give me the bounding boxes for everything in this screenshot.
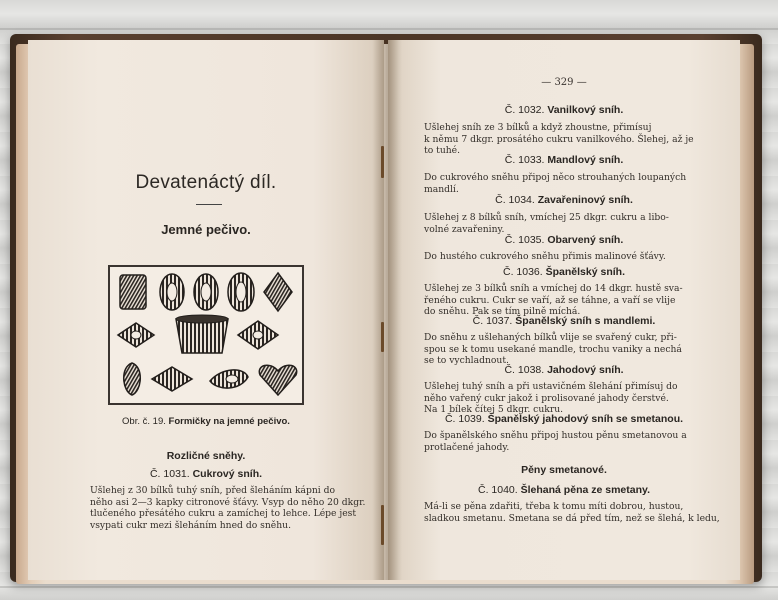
- text-line: Do hustého cukrového sněhu přimis malinové šťávy.: [424, 251, 666, 262]
- text-line: Ušlehej z 30 bílků tuhý sníh, před šleháním kápni do: [90, 485, 336, 496]
- baking-molds-illustration: [108, 265, 304, 405]
- mold-shape: [120, 275, 146, 309]
- mold-shape: [176, 315, 228, 353]
- text-line: Do cukrového sněhu připoj něco strouhaných loupaných: [424, 172, 687, 183]
- recipe-number: Č. 1033.: [504, 154, 545, 166]
- mold-shape: [124, 363, 141, 395]
- text-line: Má-li se pěna zdařiti, třeba k tomu míti dobrou, hustou,: [424, 501, 684, 512]
- text-line: mandlí.: [424, 183, 459, 195]
- recipe-heading: [388, 364, 740, 376]
- mold-shape: [118, 323, 154, 347]
- recipe-text: [90, 485, 366, 531]
- recipe-name: Vanilkový sníh.: [547, 104, 624, 116]
- text-line: něho asi 2—3 kapky citronové šťávy. Vsyp do něho 20 dkgr.: [90, 496, 366, 508]
- mold-shape: [210, 370, 248, 388]
- recipe-name: Šlehaná pěna ze smetany.: [520, 484, 650, 496]
- recipe-heading: [388, 104, 740, 116]
- binding-stitch: [381, 322, 384, 352]
- text-line: Ušlehej ze 3 bílků sníh a vmíchej do 14 dkgr. hustě sva-: [424, 283, 683, 294]
- text-line: Na 1 bílek čítej 5 dkgr. cukru.: [424, 404, 564, 416]
- recipe-text: [424, 283, 682, 318]
- recipe-text: [424, 501, 720, 524]
- recipe-number: Č. 1031.: [149, 468, 190, 480]
- recipe-number: Č. 1035.: [504, 234, 545, 246]
- recipe-heading: [388, 266, 740, 278]
- mold-shape: [228, 273, 254, 311]
- recipe-heading: [388, 194, 740, 206]
- text-line: Ušlehej sníh ze 3 bílků a když zhoustne, přimísuj: [424, 122, 652, 133]
- recipe-heading: [28, 468, 384, 480]
- mold-shape: [238, 321, 278, 349]
- recipe-heading: [388, 234, 740, 246]
- recipe-text: [424, 430, 687, 453]
- recipe-number: Č. 1036.: [503, 266, 543, 278]
- subsection-title: Pěny smetanové.: [521, 464, 607, 476]
- recipe-heading: [388, 315, 740, 327]
- figure-caption-text: Formičky na jemné pečivo.: [168, 416, 290, 427]
- figure-caption: [28, 416, 384, 427]
- right-page: [388, 40, 740, 580]
- section-title: Jemné pečivo.: [161, 222, 251, 237]
- subsection-title: Rozličné sněhy.: [166, 450, 246, 462]
- recipe-heading: [388, 413, 740, 425]
- text-line: vsypati cukr mezi šleháním hned do sněhu.: [90, 519, 291, 531]
- text-line: Ušlehej tuhý sníh a při ustavičném šlehání přimísuj do: [424, 381, 678, 392]
- recipe-number: Č. 1034.: [495, 194, 535, 206]
- recipe-number: Č. 1039.: [444, 413, 485, 425]
- left-page: [28, 40, 384, 580]
- text-line: řeného cukru. Cukr se vaří, až se táhne, a vaří se vlije: [424, 294, 676, 306]
- recipe-text: [424, 172, 687, 195]
- recipe-heading: [388, 154, 740, 166]
- text-line: protlačené jahody.: [424, 441, 510, 453]
- page-number: — 329 —: [541, 77, 587, 88]
- text-line: Do sněhu z ušlehaných bílků vlije se svařený cukr, při-: [424, 332, 677, 343]
- recipe-name: Španělský jahodový sníh se smetanou.: [487, 413, 684, 425]
- text-line: k němu 7 dkgr. prosátého cukru vanilkového. Šlehej, až je: [424, 133, 694, 145]
- mold-shape: [259, 365, 296, 395]
- text-line: spou se k tomu usekané mandle, trochu vaniky a nechá: [424, 343, 682, 355]
- recipe-name: Jahodový sníh.: [547, 364, 624, 376]
- recipe-text: [424, 251, 682, 263]
- text-line: se to vychladnout.: [424, 355, 509, 367]
- binding-stitch: [381, 505, 384, 545]
- wood-grain: [0, 586, 778, 588]
- recipe-text: [424, 212, 682, 235]
- mold-shape: [264, 273, 292, 311]
- text-line: do sněhu. Pak se tím pilně míchá.: [424, 306, 581, 318]
- figure-label: Obr. č. 19.: [122, 416, 166, 427]
- text-line: sladkou smetanu. Smetana se dá před tím, než se šlehá, k ledu,: [424, 512, 720, 524]
- binding-stitch: [381, 146, 384, 178]
- text-line: Do španělského sněhu připoj hustou pěnu smetanovou a: [424, 430, 687, 441]
- text-line: to tuhé.: [424, 145, 461, 157]
- wood-grain: [0, 28, 778, 30]
- recipe-number: Č. 1040.: [478, 484, 518, 496]
- part-title: Devatenáctý díl.: [135, 172, 277, 193]
- recipe-text: [424, 332, 682, 367]
- title-divider: [196, 204, 222, 205]
- text-line: něho vařený cukr jakož i prolisované jahody čerstvé.: [424, 392, 669, 404]
- recipe-name: Cukrový sníh.: [192, 468, 263, 480]
- recipe-number: Č. 1038.: [504, 364, 545, 376]
- recipe-heading: [388, 484, 740, 496]
- recipe-name: Mandlový sníh.: [547, 154, 624, 166]
- recipe-name: Španělský sníh s mandlemi.: [515, 315, 656, 327]
- text-line: volné zavařeniny.: [424, 223, 505, 235]
- text-line: Ušlehej z 8 bílků sníh, vmíchej 25 dkgr. cukru a libo-: [424, 212, 669, 223]
- mold-shape: [152, 367, 192, 391]
- recipe-number: Č. 1037.: [472, 315, 513, 327]
- text-line: tlučeného přesátého cukru a zamíchej to lehce. Lépe jest: [90, 508, 357, 520]
- recipe-name: Španělský sníh.: [545, 266, 625, 278]
- recipe-number: Č. 1032.: [504, 104, 545, 116]
- recipe-name: Obarvený sníh.: [547, 234, 624, 246]
- recipe-text: [424, 122, 694, 157]
- recipe-text: [424, 381, 682, 416]
- mold-shape: [160, 274, 184, 310]
- mold-shape: [194, 274, 218, 310]
- recipe-name: Zavařeninový sníh.: [537, 194, 633, 206]
